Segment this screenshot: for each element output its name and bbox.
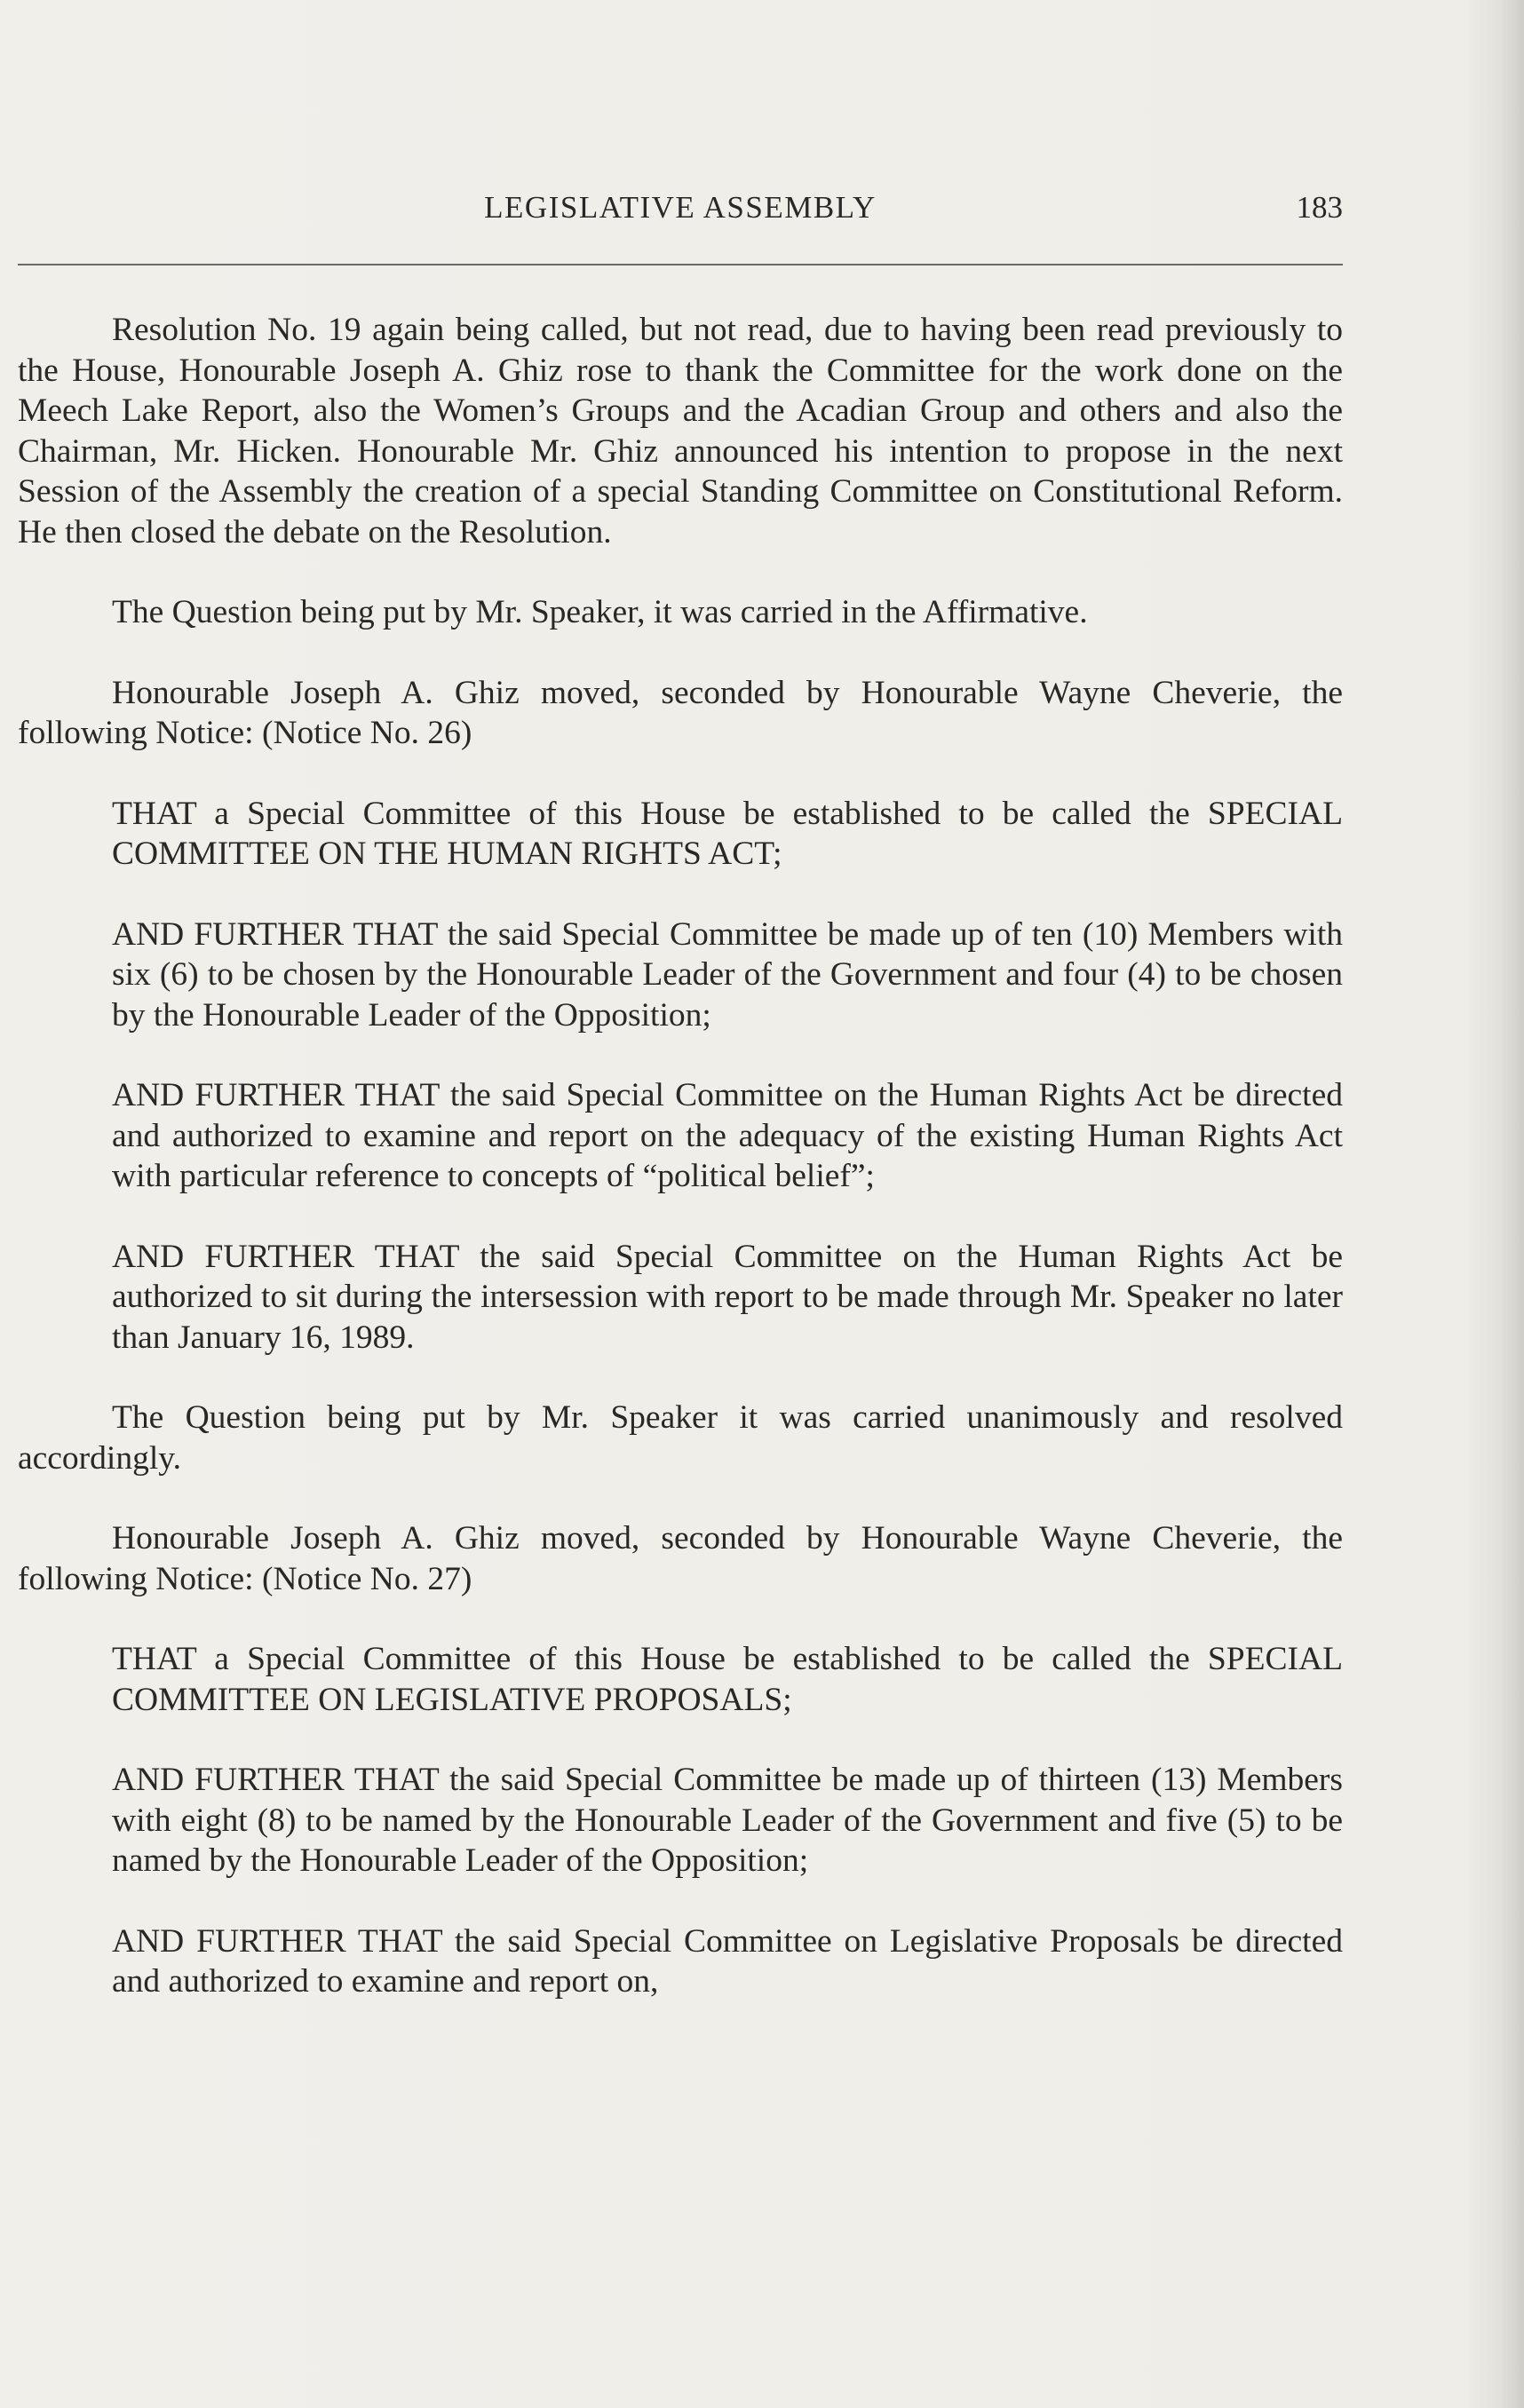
paragraph-resolution-19: Resolution No. 19 again being called, but not read, due to having been read previously to the House, Honourable Joseph A. Ghiz rose to thank the Committee for the work done on the Meech Lake Report, also the Women’s Groups and the Acadian Group and others and also the Chairman, Mr. Hicken. Honourable Mr. Ghiz announced his intention to propose in the next Session of the Assembly the creation of a special Standing Committee on Constitutional Reform. He then closed the debate on the Resolution.	[18, 312, 1343, 551]
page-number: 183	[1296, 190, 1343, 225]
motion-clause-membership-thirteen: AND FURTHER THAT the said Special Committee be made up of thirteen (13) Members with eight (8) to be named by the Honourable Leader of the Government and five (5) to be named by the Honourable Leader of the Opposition;	[112, 1762, 1343, 1879]
motion-clause-political-belief: AND FURTHER THAT the said Special Committee on the Human Rights Act be directed and authorized to examine and report on the adequacy of the existing Human Rights Act with particular reference to concepts of “political belief”;	[112, 1077, 1343, 1194]
page-header	[18, 185, 1343, 238]
paragraph-notice-26-moved: Honourable Joseph A. Ghiz moved, seconded by Honourable Wayne Cheverie, the following Notice: (Notice No. 26)	[18, 674, 1343, 751]
header-rule	[18, 264, 1343, 265]
paragraph-question-affirmative: The Question being put by Mr. Speaker, it was carried in the Affirmative.	[112, 594, 1088, 630]
body-text	[18, 310, 1343, 2042]
motion-clause-membership-ten: AND FURTHER THAT the said Special Committee be made up of ten (10) Members with six (6) to be chosen by the Honourable Leader of the Government and four (4) to be chosen by the Honourable Leader of the Opposition;	[112, 915, 1343, 1034]
motion-clause-human-rights-committee: THAT a Special Committee of this House be established to be called the SPECIAL COMMITTEE ON THE HUMAN RIGHTS ACT;	[112, 795, 1343, 872]
motion-clause-examine-report: AND FURTHER THAT the said Special Committee on Legislative Proposals be directed and authorized to examine and report on,	[112, 1922, 1343, 2000]
paragraph-notice-27-moved: Honourable Joseph A. Ghiz moved, seconded by Honourable Wayne Cheverie, the following Notice: (Notice No. 27)	[18, 1520, 1343, 1597]
motion-clause-legislative-proposals-committee: THAT a Special Committee of this House be established to be called the SPECIAL COMMITTEE ON LEGISLATIVE PROPOSALS;	[112, 1641, 1343, 1718]
motion-clause-intersession-report: AND FURTHER THAT the said Special Committee on the Human Rights Act be authorized to sit during the intersession with report to be made through Mr. Speaker no later than January 16, 1989.	[112, 1238, 1343, 1356]
paragraph-question-unanimous: The Question being put by Mr. Speaker it was carried unanimously and resolved accordingly.	[18, 1399, 1343, 1477]
running-head: LEGISLATIVE ASSEMBLY	[484, 190, 877, 225]
